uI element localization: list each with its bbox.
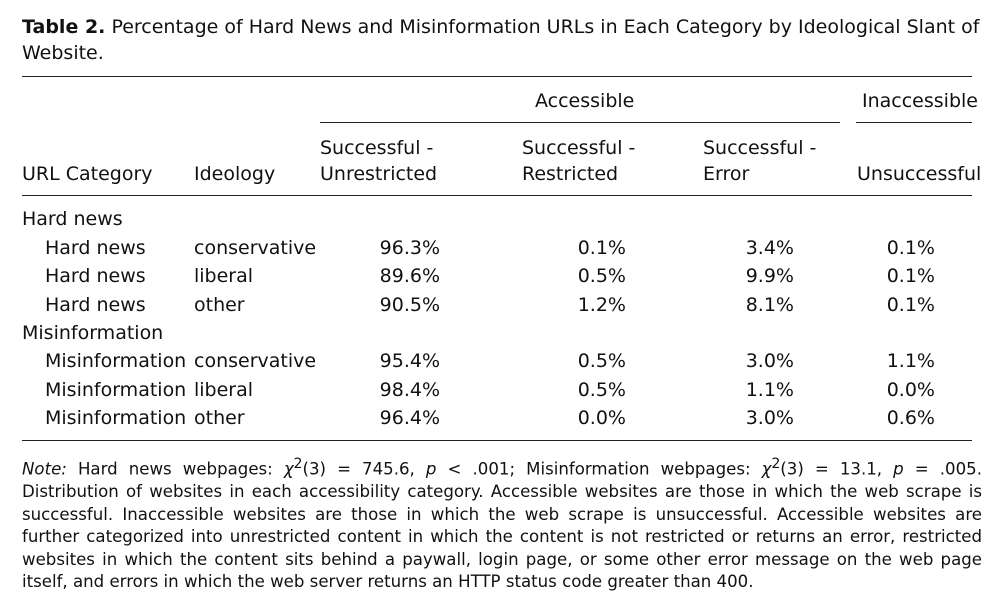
cell-ideology: other (194, 294, 245, 316)
group-header-inaccessible: Inaccessible (862, 90, 978, 112)
cell-restricted: 1.2% (577, 294, 626, 316)
section-title-hard-news: Hard news (22, 208, 123, 230)
cell-ideology: conservative (194, 350, 317, 372)
p-symbol: p (425, 459, 437, 479)
cell-ideology: liberal (194, 379, 254, 401)
table-note (22, 453, 982, 594)
col-header-error-line2: Error (703, 163, 750, 185)
note-text: Hard news webpages: (66, 459, 284, 479)
cell-restricted: 0.5% (577, 350, 626, 372)
cell-ideology: conservative (194, 237, 317, 259)
cell-category: Hard news (45, 237, 146, 259)
cell-error: 3.0% (745, 407, 794, 429)
inaccessible-rule (856, 122, 972, 123)
cell-unrestricted: 96.4% (379, 407, 440, 429)
table-title: Percentage of Hard News and Misinformation URLs in Each Category by Ideological Slant of Website. (22, 16, 980, 64)
cell-unsuccessful: 1.1% (886, 350, 935, 372)
accessible-rule (320, 122, 840, 123)
col-header-unrestricted-line1: Successful - (320, 137, 434, 159)
col-header-category: URL Category (22, 163, 153, 185)
cell-ideology: other (194, 407, 245, 429)
cell-restricted: 0.0% (577, 407, 626, 429)
cell-restricted: 0.5% (577, 379, 626, 401)
cell-unrestricted: 95.4% (379, 350, 440, 372)
note-text: = .005. Distribution of websites in each accessibility category. Accessible websites are those in which the web scrape is successful. Inaccessible websites are those in which the web scrape is unsuccessful. Accessible websites are further categorized into unrestricted content in which the content is not restricted or returns an error, restricted websites in which the content sits behind a paywall, login page, or some other error message on the web page itself, and errors in which the web server returns an HTTP status code greater than 400. (22, 459, 983, 592)
note-label: Note: (22, 459, 67, 479)
col-header-error-line1: Successful - (703, 137, 817, 159)
top-rule (22, 76, 972, 77)
col-header-unsuccessful: Unsuccessful (857, 163, 982, 185)
cell-restricted: 0.1% (577, 237, 626, 259)
header-bottom-rule (22, 195, 972, 196)
cell-unsuccessful: 0.1% (886, 237, 935, 259)
p-symbol: p (893, 459, 904, 479)
col-header-unrestricted-line2: Unrestricted (320, 163, 438, 185)
bottom-rule (22, 440, 972, 441)
section-title-misinformation: Misinformation (22, 322, 164, 344)
cell-category: Misinformation (45, 379, 187, 401)
cell-unsuccessful: 0.1% (886, 265, 935, 287)
cell-error: 3.4% (745, 237, 794, 259)
cell-unrestricted: 96.3% (379, 237, 440, 259)
cell-unsuccessful: 0.0% (886, 379, 935, 401)
note-text: (3) = 13.1, (780, 459, 894, 479)
cell-error: 1.1% (745, 379, 794, 401)
cell-unsuccessful: 0.6% (886, 407, 935, 429)
col-header-ideology: Ideology (194, 163, 276, 185)
cell-restricted: 0.5% (577, 265, 626, 287)
cell-category: Misinformation (45, 350, 187, 372)
cell-unrestricted: 89.6% (379, 265, 440, 287)
cell-category: Hard news (45, 294, 146, 316)
note-text: < .001; Misinformation webpages: (436, 459, 762, 479)
superscript: 2 (293, 456, 303, 472)
cell-unrestricted: 90.5% (379, 294, 440, 316)
cell-unrestricted: 98.4% (379, 379, 440, 401)
superscript: 2 (771, 456, 781, 472)
chi-symbol: χ (283, 459, 294, 479)
table-caption (22, 14, 982, 66)
col-header-restricted-line1: Successful - (522, 137, 636, 159)
cell-error: 9.9% (745, 265, 794, 287)
cell-ideology: liberal (194, 265, 254, 287)
cell-error: 3.0% (745, 350, 794, 372)
group-header-accessible: Accessible (535, 90, 635, 112)
cell-unsuccessful: 0.1% (886, 294, 935, 316)
cell-category: Misinformation (45, 407, 187, 429)
cell-category: Hard news (45, 265, 146, 287)
chi-symbol: χ (761, 459, 772, 479)
table-label: Table 2. (22, 16, 106, 38)
note-text: (3) = 745.6, (302, 459, 426, 479)
col-header-restricted-line2: Restricted (522, 163, 619, 185)
cell-error: 8.1% (745, 294, 794, 316)
